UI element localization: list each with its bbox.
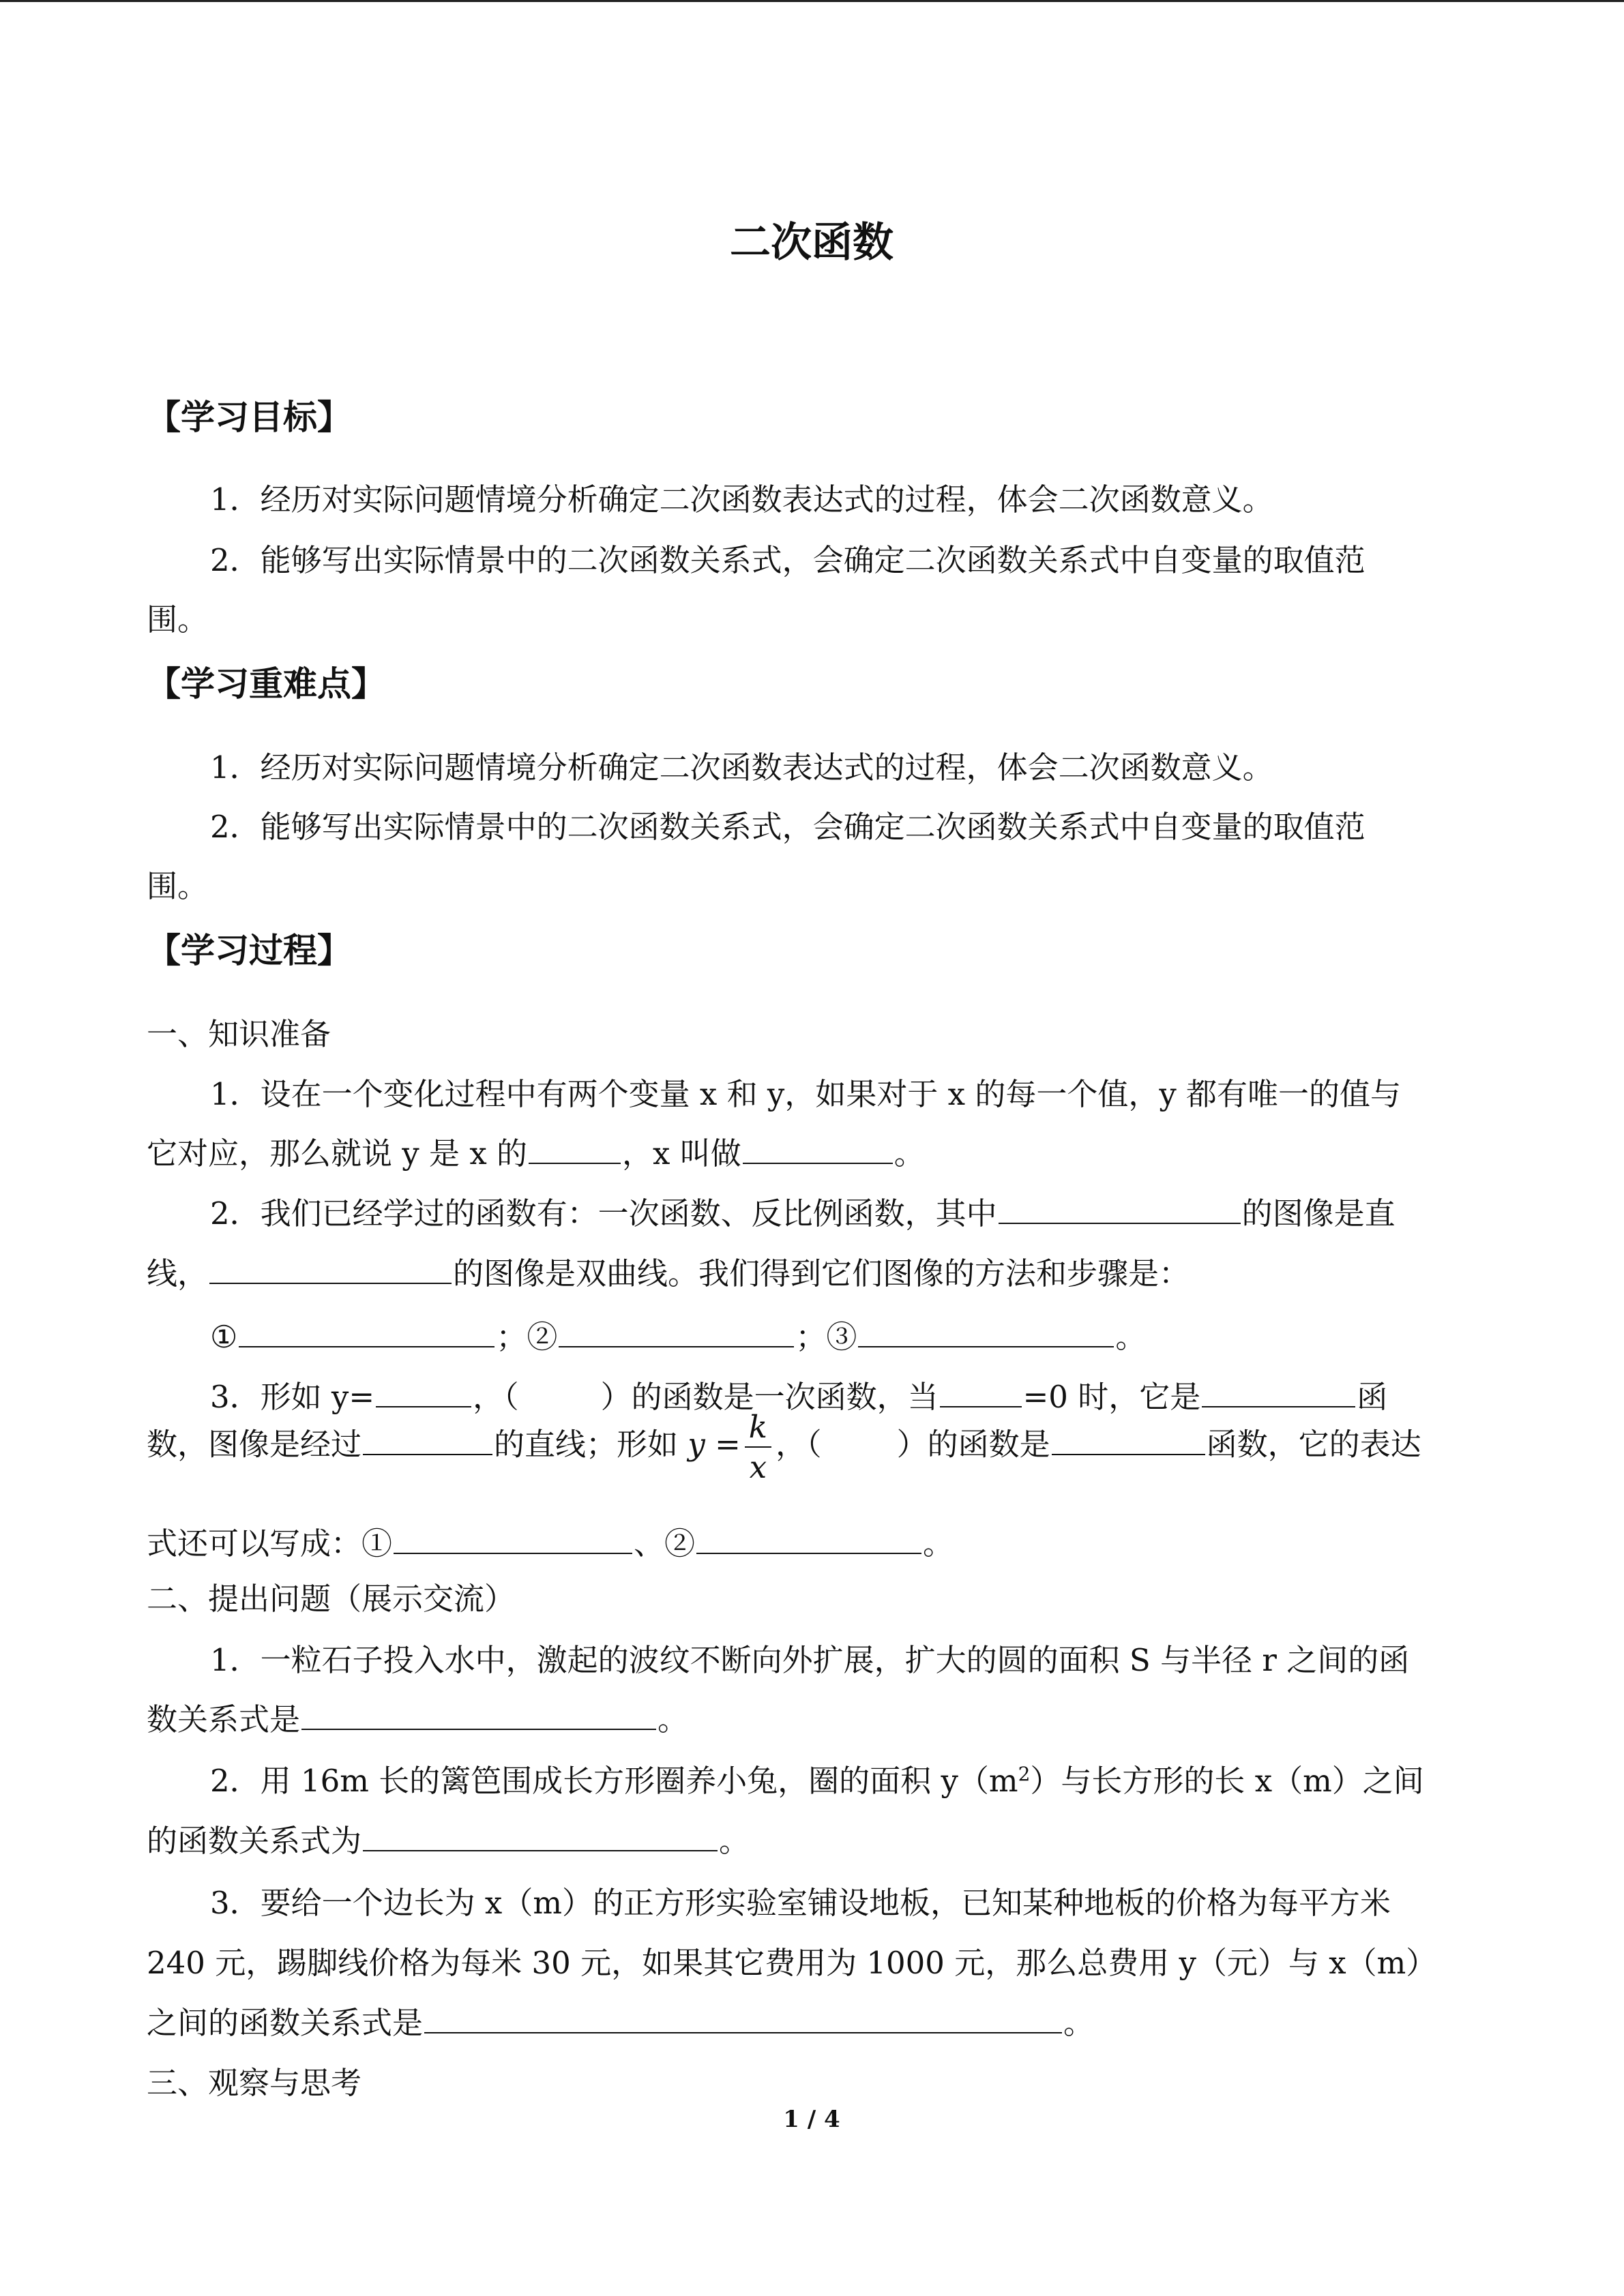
part2-q2-line2 bbox=[147, 1816, 750, 1860]
text: ；③ bbox=[795, 1319, 857, 1355]
text: 线， bbox=[147, 1255, 209, 1292]
blank bbox=[394, 1524, 632, 1554]
blank bbox=[376, 1377, 471, 1407]
keypoint-item-1: 1．经历对实际问题情境分析确定二次函数表达式的过程，体会二次函数意义。 bbox=[210, 749, 1273, 786]
blank bbox=[424, 2003, 1062, 2033]
part1-q3-line2 bbox=[147, 1409, 1421, 1485]
part2-heading: 二、提出问题（展示交流） bbox=[147, 1581, 516, 1617]
blank bbox=[209, 1254, 452, 1284]
fraction-numerator: k bbox=[745, 1412, 771, 1448]
part1-q3-line1 bbox=[210, 1372, 1387, 1416]
part2-q3-line2: 240 元，踢脚线价格为每米 30 元，如果其它费用为 1000 元，那么总费用 y（元）与 x（m） bbox=[147, 1945, 1437, 1981]
part1-q2-line3 bbox=[210, 1312, 1146, 1356]
page-title: 二次函数 bbox=[730, 219, 894, 267]
text: 数，图像是经过 bbox=[147, 1426, 362, 1463]
blank bbox=[363, 1821, 718, 1851]
text: 、② bbox=[634, 1525, 696, 1562]
fraction-denominator: x bbox=[749, 1449, 767, 1485]
text: 的图像是直 bbox=[1241, 1195, 1396, 1232]
text: 的直线；形如 bbox=[494, 1426, 679, 1463]
part2-q3-line3 bbox=[147, 1998, 1094, 2042]
blank bbox=[559, 1317, 794, 1347]
blank bbox=[743, 1134, 893, 1164]
text: 函数，它的表达 bbox=[1206, 1426, 1421, 1463]
blank bbox=[1202, 1377, 1355, 1407]
text: 。 bbox=[894, 1135, 925, 1172]
blank bbox=[363, 1425, 492, 1455]
text: 3．形如 y= bbox=[210, 1379, 375, 1415]
goal-item-1: 1．经历对实际问题情境分析确定二次函数表达式的过程，体会二次函数意义。 bbox=[210, 481, 1273, 518]
text: ，（ bbox=[776, 1426, 822, 1463]
blank bbox=[858, 1317, 1114, 1347]
page-number: 1 / 4 bbox=[783, 2106, 840, 2133]
text: 。 bbox=[1115, 1319, 1147, 1355]
text: 。 bbox=[719, 1823, 750, 1859]
goal-item-2: 2．能够写出实际情景中的二次函数关系式，会确定二次函数关系式中自变量的取值范 bbox=[210, 542, 1365, 578]
part1-q1-line1: 1．设在一个变化过程中有两个变量 x 和 y，如果对于 x 的每一个值，y 都有唯一的值与 bbox=[210, 1076, 1402, 1112]
blank bbox=[696, 1524, 921, 1554]
blank bbox=[940, 1377, 1022, 1407]
text: 。 bbox=[658, 1701, 689, 1738]
blank bbox=[529, 1134, 621, 1164]
section-heading-goals: 【学习目标】 bbox=[147, 398, 351, 437]
superscript: 2 bbox=[1018, 1763, 1031, 1785]
text: 它对应，那么就说 y 是 x 的 bbox=[147, 1135, 528, 1172]
text: ）的函数是一次函数，当 bbox=[600, 1379, 939, 1415]
text: ，x 叫做 bbox=[622, 1135, 741, 1172]
blank bbox=[999, 1194, 1241, 1224]
keypoint-item-2: 2．能够写出实际情景中的二次函数关系式，会确定二次函数关系式中自变量的取值范 bbox=[210, 809, 1365, 845]
text: 。 bbox=[923, 1525, 954, 1562]
blank bbox=[1052, 1425, 1205, 1455]
part1-heading: 一、知识准备 bbox=[147, 1016, 331, 1052]
formula-y: y = bbox=[688, 1426, 741, 1463]
part1-q3-line3 bbox=[147, 1519, 954, 1563]
text: 函 bbox=[1357, 1379, 1388, 1415]
text: 2．用 16m 长的篱笆围成长方形圈养小兔，圈的面积 y（m bbox=[210, 1763, 1018, 1799]
text: 的图像是双曲线。我们得到它们图像的方法和步骤是： bbox=[453, 1255, 1190, 1292]
text: 数关系式是 bbox=[147, 1701, 301, 1738]
text: 的函数关系式为 bbox=[147, 1823, 362, 1859]
blank bbox=[239, 1317, 494, 1347]
text: =0 时，它是 bbox=[1022, 1379, 1201, 1415]
part2-q1-line2 bbox=[147, 1695, 688, 1739]
part1-q1-line2 bbox=[147, 1129, 925, 1173]
fraction-k-over-x bbox=[745, 1409, 771, 1485]
section-heading-keypoints: 【学习重难点】 bbox=[147, 664, 385, 704]
text: 2．我们已经学过的函数有：一次函数、反比例函数，其中 bbox=[210, 1195, 997, 1232]
text: 式还可以写成：① bbox=[147, 1525, 393, 1562]
part2-q1-line1: 1．一粒石子投入水中，激起的波纹不断向外扩展，扩大的圆的面积 S 与半径 r 之间的函 bbox=[210, 1642, 1410, 1678]
text: ）与长方形的长 x（m）之间 bbox=[1030, 1763, 1424, 1799]
top-border bbox=[0, 0, 1624, 2]
text: ，（ bbox=[473, 1379, 519, 1415]
part1-q2-line2 bbox=[147, 1249, 1190, 1293]
text: ）的函数是 bbox=[896, 1426, 1050, 1463]
part2-q3-line1: 3．要给一个边长为 x（m）的正方形实验室铺设地板，已知某种地板的价格为每平方米 bbox=[210, 1885, 1391, 1921]
goal-item-2-cont: 围。 bbox=[147, 601, 209, 638]
part2-q2-line1 bbox=[210, 1756, 1424, 1800]
part3-heading: 三、观察与思考 bbox=[147, 2065, 362, 2101]
section-heading-process: 【学习过程】 bbox=[147, 931, 351, 970]
text: ；② bbox=[496, 1319, 558, 1355]
text: ① bbox=[210, 1319, 238, 1355]
text: 之间的函数关系式是 bbox=[147, 2005, 424, 2041]
keypoint-item-2-cont: 围。 bbox=[147, 868, 209, 904]
text: 。 bbox=[1063, 2005, 1095, 2041]
blank bbox=[301, 1700, 656, 1730]
part1-q2-line1 bbox=[210, 1189, 1396, 1233]
